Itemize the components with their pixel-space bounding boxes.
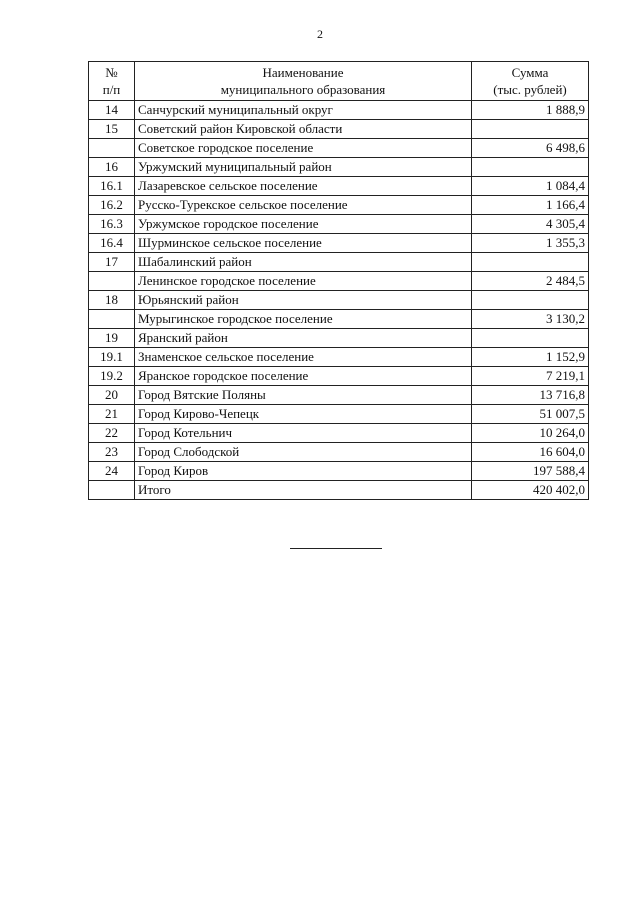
table-row: [89, 120, 589, 139]
row-sum: 197 588,4: [472, 462, 589, 481]
header-name-line1: Наименование: [262, 65, 344, 80]
row-number: 22: [89, 424, 135, 443]
row-name: Санчурский муниципальный округ: [135, 101, 472, 120]
row-number: 16.1: [89, 177, 135, 196]
row-number: 15: [89, 120, 135, 139]
header-sum-line1: Сумма: [511, 65, 549, 80]
row-name: Русско-Турекское сельское поселение: [135, 196, 472, 215]
table-row: [89, 291, 589, 310]
table-row: [89, 367, 589, 386]
total-sum: 420 402,0: [472, 481, 589, 500]
row-name: Яранское городское поселение: [135, 367, 472, 386]
page-number: 2: [317, 27, 323, 41]
row-name: Город Котельнич: [135, 424, 472, 443]
row-number: 19.1: [89, 348, 135, 367]
closing-separator-line: [290, 548, 382, 549]
row-sum: 13 716,8: [472, 386, 589, 405]
table-row: [89, 101, 589, 120]
row-name: Юрьянский район: [135, 291, 472, 310]
row-sum: [472, 291, 589, 310]
table-row: [89, 405, 589, 424]
row-number: 16: [89, 158, 135, 177]
header-name-line2: муниципального образования: [220, 82, 386, 97]
table-row: [89, 386, 589, 405]
table-header-row: [89, 62, 589, 101]
table-row: [89, 234, 589, 253]
row-name: Советское городское поселение: [135, 139, 472, 158]
row-sum: 3 130,2: [472, 310, 589, 329]
row-name: Шурминское сельское поселение: [135, 234, 472, 253]
row-number: [89, 139, 135, 158]
header-sum-line2: (тыс. рублей): [493, 82, 567, 97]
row-sum: 1 152,9: [472, 348, 589, 367]
table-row: [89, 462, 589, 481]
row-name: Уржумский муниципальный район: [135, 158, 472, 177]
row-number: 21: [89, 405, 135, 424]
table-row: [89, 139, 589, 158]
table-row: [89, 424, 589, 443]
row-name: Мурыгинское городское поселение: [135, 310, 472, 329]
row-number: 23: [89, 443, 135, 462]
table-row: [89, 310, 589, 329]
header-num-line1: №: [105, 65, 118, 80]
row-number: 14: [89, 101, 135, 120]
column-header-number: [89, 62, 135, 101]
row-name: Советский район Кировской области: [135, 120, 472, 139]
row-name: Город Слободской: [135, 443, 472, 462]
row-number: [89, 310, 135, 329]
row-name: Уржумское городское поселение: [135, 215, 472, 234]
row-sum: 2 484,5: [472, 272, 589, 291]
row-sum: 1 166,4: [472, 196, 589, 215]
row-name: Знаменское сельское поселение: [135, 348, 472, 367]
table-row: [89, 272, 589, 291]
row-sum: 1 355,3: [472, 234, 589, 253]
row-number: 16.4: [89, 234, 135, 253]
row-sum: 7 219,1: [472, 367, 589, 386]
row-sum: 51 007,5: [472, 405, 589, 424]
column-header-sum: [472, 62, 589, 101]
row-number: [89, 272, 135, 291]
table-row: [89, 196, 589, 215]
row-sum: 1 084,4: [472, 177, 589, 196]
row-number: 17: [89, 253, 135, 272]
table-row-total: [89, 481, 589, 500]
row-sum: 10 264,0: [472, 424, 589, 443]
row-sum: 6 498,6: [472, 139, 589, 158]
table-row: [89, 443, 589, 462]
total-number: [89, 481, 135, 500]
row-sum: 16 604,0: [472, 443, 589, 462]
row-sum: [472, 158, 589, 177]
row-sum: 4 305,4: [472, 215, 589, 234]
column-header-name: [135, 62, 472, 101]
table-row: [89, 177, 589, 196]
row-number: 19.2: [89, 367, 135, 386]
table-row: [89, 329, 589, 348]
row-name: Лазаревское сельское поселение: [135, 177, 472, 196]
table-row: [89, 253, 589, 272]
table-row: [89, 158, 589, 177]
row-sum: 1 888,9: [472, 101, 589, 120]
row-name: Яранский район: [135, 329, 472, 348]
row-sum: [472, 120, 589, 139]
row-number: 20: [89, 386, 135, 405]
row-sum: [472, 329, 589, 348]
row-name: Город Кирово-Чепецк: [135, 405, 472, 424]
row-name: Город Киров: [135, 462, 472, 481]
row-number: 18: [89, 291, 135, 310]
total-label: Итого: [135, 481, 472, 500]
row-name: Город Вятские Поляны: [135, 386, 472, 405]
table-row: [89, 215, 589, 234]
row-sum: [472, 253, 589, 272]
row-name: Шабалинский район: [135, 253, 472, 272]
row-number: 16.2: [89, 196, 135, 215]
header-num-line2: п/п: [102, 82, 121, 97]
table-row: [89, 348, 589, 367]
row-number: 24: [89, 462, 135, 481]
row-number: 16.3: [89, 215, 135, 234]
row-number: 19: [89, 329, 135, 348]
row-name: Ленинское городское поселение: [135, 272, 472, 291]
budget-table: [88, 61, 589, 500]
